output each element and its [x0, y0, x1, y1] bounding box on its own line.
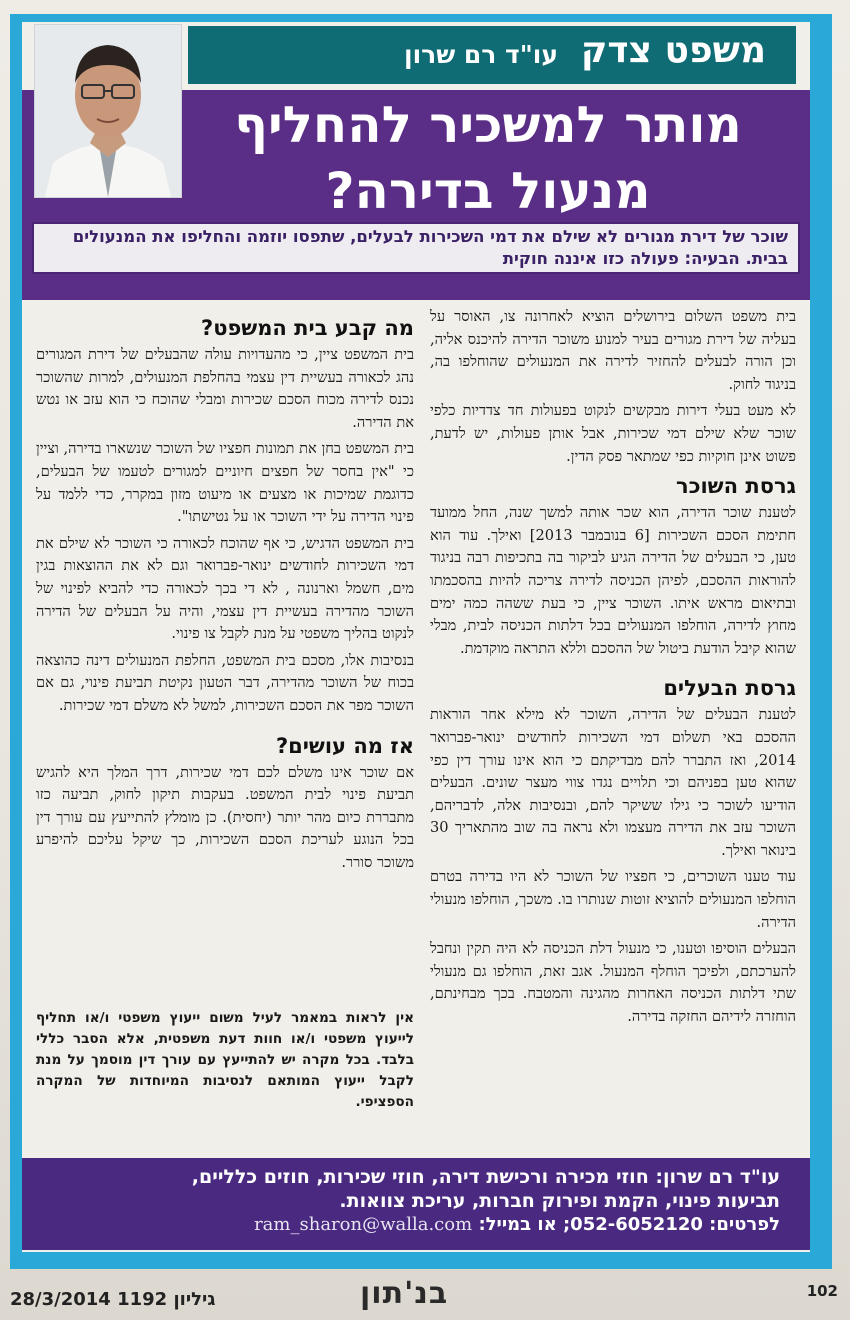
paragraph: לא מעט בעלי דירות מבקשים לנקוט בפעולות חד צדדיות כלפי שוכר שלא שילם דמי שכירות, אבל אותן פעולות, יש לדעת, פשוט אינן חוקיות כפי שמתאר פסק הדין.: [430, 402, 796, 465]
section-heading-court: מה קבע בית המשפט?: [201, 316, 414, 340]
section-heading-owners: גרסת הבעלים: [663, 676, 796, 701]
author-portrait-icon: [35, 25, 181, 197]
services-line-2: תביעות פינוי, הקמת ופירוק חברות, עריכת צוואות.: [339, 1190, 780, 1212]
headline: מותר למשכיר להחליף מנעול בדירה?: [234, 96, 742, 220]
publication-logo: בנ'תון: [360, 1276, 449, 1311]
email-address[interactable]: ram_sharon@walla.com: [254, 1214, 473, 1235]
paragraph: בית המשפט הדגיש, כי אף שהוכח לכאורה כי השוכר לא שילם את דמי השכירות לחודשים ינואר-פברואר וגם לא את ההוצאות בגין מים, חשמל וארנונה , לא די בכך לכאורה כדי להביא לפינוי של השוכר מהדירה בעשיית דין עצמי, והיה על הבעלים של הדירה לנקוט בהליך משפטי על מנת לקבל צו פינוי.: [36, 534, 414, 643]
right-column: [430, 306, 796, 1033]
section-heading-what: אז מה עושים?: [275, 733, 414, 758]
ad-footer: [22, 1158, 810, 1250]
author-name: עו"ד רם שרון: [404, 40, 558, 69]
page-number: 102: [806, 1282, 838, 1300]
subheadline: שוכר של דירת מגורים לא שילם את דמי השכירות לבעלים, שתפסו יוזמה והחליפו את המנעולים בבית. הבעיה: פעולה כזו איננה חוקית: [32, 222, 800, 274]
issue-info: גיליון 1192 28/3/2014: [10, 1289, 216, 1310]
paragraph: הבעלים הוסיפו וטענו, כי מנעול דלת הכניסה לא היה תקין ונחבל להערכתם, ולפיכך הוחלף המנעול. אגב זאת, הוחלפו גם מנעולי שתי דלתות הכניסה האחרות מהגינה והמטבח. בכך מבחינתם, הוחזרה לידיהם החזקה בדירה.: [430, 940, 797, 1026]
paragraph: עוד טענו השוכרים, כי חפציו של השוכר לא היו בדירה בטרם הוחלפו המנעולים להוציא זוטות שנותרו בו. משכך, הוחלפו מנעולי הדירה.: [430, 868, 796, 931]
email-label: ; או במייל:: [478, 1214, 571, 1235]
paragraph: בית משפט השלום בירושלים הוציא לאחרונה צו, האוסר על בעליה של דירת מגורים בעיר למנוע משוכר הדירה להיכנס אליה, וכן הורה לבעלים להחזיר לדירה את המנעולים שהוחלפו בה, בניגוד לחוק.: [430, 308, 796, 393]
column-tag-bar: [188, 26, 796, 84]
paragraph: אם שוכר אינו משלם לכם דמי שכירות, דרך המלך היא להגיש תביעת פינוי לבית המשפט. בעקבות תיקון לחוק, תביעה כזו מתבררת כיום מהר יותר (יחסית). כן מומלץ להתייעץ עם עורך דין בכל הנוגע לעריכת הסכם השכירות, כך שיקל עליכם להיפרע משוכר סורר.: [36, 763, 414, 871]
author-photo: [34, 24, 182, 198]
phone-number[interactable]: 052-6052120: [570, 1214, 703, 1235]
services-line-1: עו"ד רם שרון: חוזי מכירה ורכישת דירה, חוזי שכירות, חוזים כלליים,: [191, 1166, 780, 1188]
paragraph: לטענת שוכר הדירה, הוא שכר אותה למשך שנה, החל ממועד חתימת הסכם השכירות [6 בנובמבר 2013] ואילך. עוד הוא טען, כי הבעלים של הדירה הגיע לביקור בה בתכיפות רבה בניגוד להוראות ההסכם, לפיהן הכניסה לדירה צריכה להיות בהסכמתו ובתיאום מראש איתו. השוכר ציין, כי בעת ששהה כמה ימים מחוץ לדירה, הוחלפו המנעולים בכל דלתות הכניסה לבית, מבלי שהוא קיבל הודעת ביטול של ההסכם וללא התראה מוקדמת.: [430, 504, 796, 657]
paragraph: בית המשפט בחן את תמונות חפציו של השוכר שנשארו בדירה, וציין כי "אין בחסר של חפצים חיוניים למגורים לטעמו של הבעלים, כדוגמת שמיכות או מצעים או מיעוט מזון במקרר, כדי ללמד על פינוי הדירה על ידי השוכר או על נטישתו".: [36, 440, 414, 526]
column-label: משפט צדק: [580, 30, 766, 71]
legal-disclaimer: אין לראות במאמר לעיל משום ייעוץ משפטי ו/או תחליף לייעוץ משפטי ו/או חוות דעת משפטית, אלא הסבר כללי בלבד. בכל מקרה יש להתייעץ עם עורך דין מוסמך על מנת לקבל ייעוץ המותאם לנסיבות המיוחדות של המקרה הספציפי.: [36, 1010, 414, 1110]
paragraph: בנסיבות אלו, מסכם בית המשפט, החלפת המנעולים דינה כהוצאה בכוח של השוכר מהדירה, דבר הטעון נקיטת תביעת פינוי, גם אם השוכר מפר את הסכם השכירות, למשל לא משלם דמי שכירות.: [36, 651, 414, 714]
section-heading-tenant: גרסת השוכר: [675, 474, 796, 499]
left-column: [36, 310, 414, 878]
contact-line: [254, 1214, 780, 1235]
paragraph: בית המשפט ציין, כי מהעדויות עולה שהבעלים של דירת המגורים נהג לכאורה בעשיית דין עצמי בהחלפת המנעולים, למרות שהשוכר נכנס לדירה מכוח הסכם שכירות ומבלי שהוכח כי הוא עזב או נטש את הדירה.: [36, 346, 414, 431]
details-label: לפרטים:: [709, 1214, 780, 1235]
paragraph: לטענת הבעלים של הדירה, השוכר לא מילא אחר הוראות ההסכם באי תשלום דמי השכירות לחודשים ינואר-פברואר 2014, ואז התברר להם מבדיקתם כי הוא אינו עורך דין כפי שהוא טען בפניהם וכי תלויים נגדו צווי מעצר שונים. הבעלים הודיעו לשוכר כי גילו ששיקר להם, ובנסיבות אלה, לדבריהם, השוכר עזב את הדירה מעצמו ולא נראה בה שוב מהתאריך 30 בינואר ואילך.: [430, 706, 796, 859]
